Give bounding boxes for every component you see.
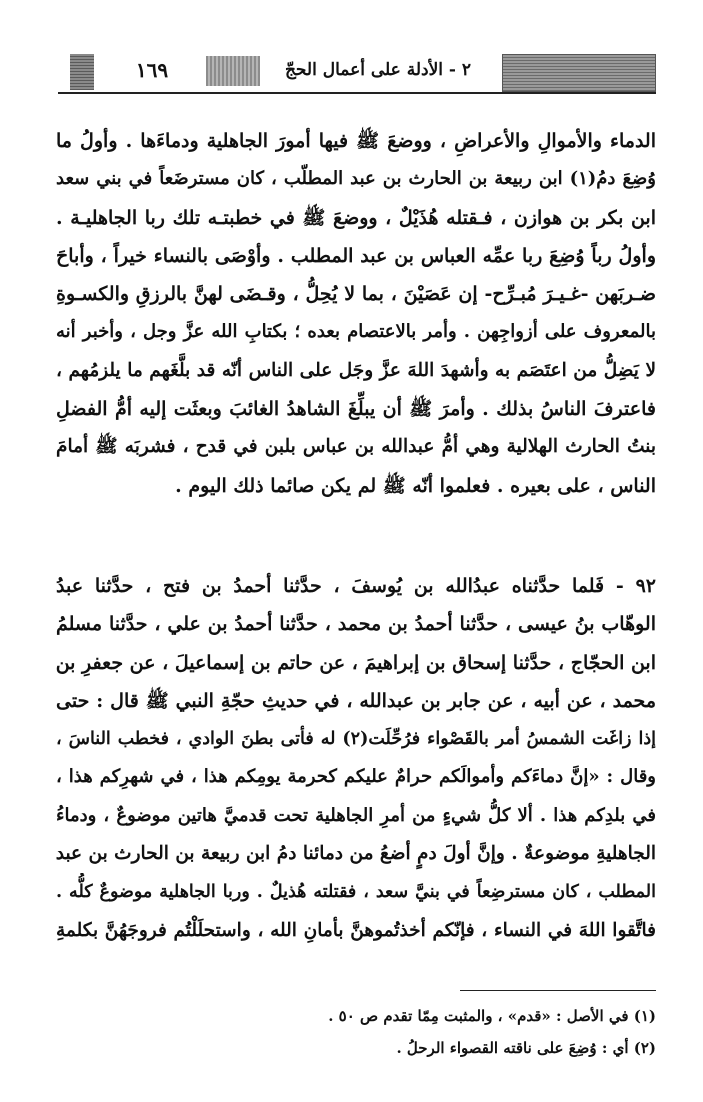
running-header (58, 44, 656, 94)
footnotes (56, 1000, 656, 1064)
text-line: ابن الحجّاج ، حدَّثنا إسحاق بن إبراهيمَ ، عن حاتم بن إسماعيلَ ، عن جعفرِ بن (56, 651, 656, 674)
text-line: بالمعروف على أزواجِهن . وأمر بالاعتصام بعده ؛ بكتابِ الله عزَّ وجل ، وأخبر أنه (56, 321, 656, 343)
header-ornament-bar (502, 54, 656, 92)
text-line: الدماء والأموالِ والأعراضِ ، ووضعَ ﷺ فيها أمورَ الجاهلية ودماءَها . وأولُ ما (56, 130, 656, 152)
footnote-1: (١) في الأصل : «قدم» ، والمثبت مِمّا تقدم ص ٥٠ . (328, 1007, 656, 1025)
paragraph-1 (56, 122, 656, 505)
header-ornament-edge (70, 54, 94, 90)
text-line: إذا زاغَت الشمسُ أمر بالقَصْواء فرُحِّلَت(٢) له فأتى بطنَ الوادي ، فخطب الناسَ ، (56, 729, 656, 750)
running-title: ٢ - الأدلة على أعمال الحجّ (284, 60, 472, 80)
text-line: محمد ، عن أبيه ، عن جابر بن عبدالله ، في حديثِ حجّةِ النبي ﷺ قال : حتى (56, 689, 656, 712)
text-line: وُضِعَ دمُ(١) ابن ربيعة بن الحارث بن عبد المطلّب ، كان مسترضَعاً في بني سعد (56, 168, 656, 190)
text-line: فاتَّقوا اللهَ في النساء ، فإنّكم أخذتُموهنَّ بأمانِ الله ، واستحلَلْتُم فروجَهُنَّ بكلمةِ (56, 919, 656, 941)
text-line: لا يَضِلُّ من اعتَصَم به وأشهدَ اللهَ عزَّ وجَل على الناس أنّه قد بلَّغَهم ما يلزمُهم ، (56, 359, 656, 381)
text-line: الوهّاب بنُ عيسى ، حدَّثنا أحمدُ بن محمد ، حدَّثنا أحمدُ بن علي ، حدَّثنا مسلمُ (56, 613, 656, 636)
text-line: ٩٢ - فَلما حدَّثناه عبدُالله بن يُوسفَ ، حدَّثنا أحمدُ بن فتح ، حدَّثنا عبدُ (56, 575, 656, 597)
footnote-2: (٢) أي : وُضِعَ على ناقته القصواء الرحلُ . (396, 1039, 656, 1057)
text-line: ضـربَهن -غـيـرَ مُبـرِّح- إن عَصَيْنَ ، بما لا يُحِلُّ ، وقـضَى لهنَّ بالرزقِ والكسـوةِ (56, 283, 656, 306)
footnote-rule (460, 990, 656, 991)
text-line: وقال : «إنَّ دماءَكم وأموالَكم حرامٌ عليكم كحرمة يومِكم هذا ، في شهرِكم هذا ، (56, 766, 656, 788)
text-line: ابن بكر بن هوازن ، فـقتله هُذَيْلٌ ، ووضعَ ﷺ في خطبتـه تلك ربا الجاهليـة . (56, 206, 656, 229)
text-line: الناس ، على بعيره . فعلموا أنّه ﷺ لم يكن صائما ذلك اليوم . (175, 474, 656, 497)
text-line: الجاهليةِ موضوعةٌ . وإنَّ أولَ دمٍ أضعُ من دمائنا دمُ ابن ربيعة بن الحارث بن عبد (56, 843, 656, 865)
text-line: المطلب ، كان مسترضِعاً في بنيَّ سعد ، فقتلته هُذيلٌ . وربا الجاهلية موضوعٌ كلُّه . (56, 882, 656, 903)
text-line: في بلدِكم هذا . ألا كلُّ شيءٍ من أمرِ الجاهلية تحت قدميَّ هاتين موضوعٌ ، ودماءُ (56, 804, 656, 826)
text-line: بنتُ الحارث الهلالية وهي أمُّ عبدالله بن عباس بلبن في قدح ، فشربَه ﷺ أمامَ (56, 436, 656, 458)
header-rule (58, 92, 656, 94)
text-line: وأولُ رباً وُضِعَ ربا عمِّه العباس بن عبد المطلب . وأوْصَى بالنساء خيراً ، وأباحَ (56, 244, 656, 267)
header-ornament-block (206, 56, 260, 86)
text-line: فاعترفَ الناسُ بذلك . وأمرَ ﷺ أن يبلِّغَ الشاهدُ الغائبَ وبعثَت إليه أمُّ الفضلِ (56, 398, 656, 421)
paragraph-2 (56, 567, 656, 950)
page-number: ١٦٩ (135, 58, 169, 82)
